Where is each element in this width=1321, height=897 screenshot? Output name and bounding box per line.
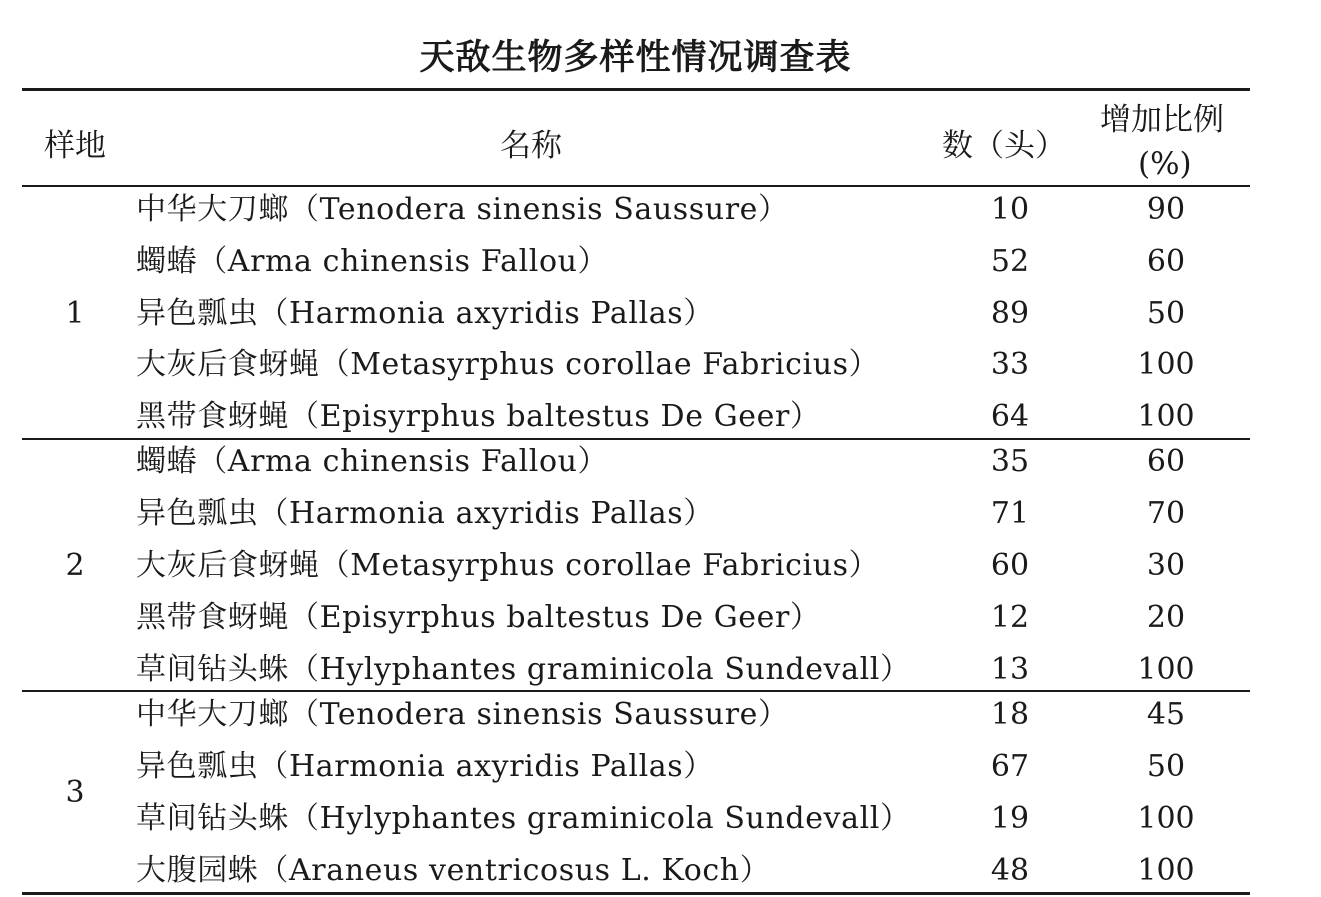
- count-cell: 64: [990, 399, 1030, 434]
- species-name: 大腹园蛛（Araneus ventricosus L. Koch）: [136, 853, 771, 888]
- header-count: 数（头）: [942, 128, 1066, 164]
- count-cell: 71: [990, 496, 1030, 531]
- count-cell: 60: [990, 548, 1030, 583]
- header-site: 样地: [44, 128, 106, 164]
- ratio-cell: 100: [1137, 853, 1195, 888]
- ratio-cell: 100: [1137, 347, 1195, 382]
- site-cell: 2: [65, 548, 85, 583]
- species-name: 中华大刀螂（Tenodera sinensis Saussure）: [136, 697, 789, 732]
- species-name: 大灰后食蚜蝇（Metasyrphus corollae Fabricius）: [136, 548, 880, 583]
- ratio-cell: 100: [1137, 801, 1195, 836]
- bottom-rule: [22, 892, 1250, 895]
- ratio-cell: 50: [1146, 749, 1186, 784]
- species-name: 蠋蝽（Arma chinensis Fallou）: [136, 244, 609, 279]
- top-rule: [22, 88, 1250, 91]
- site-cell: 1: [65, 296, 85, 331]
- species-name: 异色瓢虫（Harmonia axyridis Pallas）: [136, 496, 714, 531]
- species-name: 异色瓢虫（Harmonia axyridis Pallas）: [136, 749, 714, 784]
- count-cell: 18: [990, 697, 1030, 732]
- species-name: 草间钻头蛛（Hylyphantes graminicola Sundevall）: [136, 801, 911, 836]
- ratio-cell: 100: [1137, 652, 1195, 687]
- ratio-cell: 90: [1146, 192, 1186, 227]
- species-name: 黑带食蚜蝇（Episyrphus baltestus De Geer）: [136, 600, 821, 635]
- count-cell: 35: [990, 444, 1030, 479]
- species-name: 蠋蝽（Arma chinensis Fallou）: [136, 444, 609, 479]
- species-name: 异色瓢虫（Harmonia axyridis Pallas）: [136, 296, 714, 331]
- table-title: 天敌生物多样性情况调查表: [419, 38, 852, 78]
- count-cell: 33: [990, 347, 1030, 382]
- ratio-cell: 30: [1146, 548, 1186, 583]
- species-name: 中华大刀螂（Tenodera sinensis Saussure）: [136, 192, 789, 227]
- ratio-cell: 70: [1146, 496, 1186, 531]
- species-name: 草间钻头蛛（Hylyphantes graminicola Sundevall）: [136, 652, 911, 687]
- count-cell: 52: [990, 244, 1030, 279]
- header-ratio-unit: (%): [1138, 146, 1192, 182]
- count-cell: 19: [990, 801, 1030, 836]
- site-cell: 3: [65, 775, 85, 810]
- count-cell: 10: [990, 192, 1030, 227]
- count-cell: 13: [990, 652, 1030, 687]
- count-cell: 48: [990, 853, 1030, 888]
- count-cell: 12: [990, 600, 1030, 635]
- ratio-cell: 60: [1146, 244, 1186, 279]
- count-cell: 67: [990, 749, 1030, 784]
- species-name: 大灰后食蚜蝇（Metasyrphus corollae Fabricius）: [136, 347, 880, 382]
- ratio-cell: 100: [1137, 399, 1195, 434]
- ratio-cell: 50: [1146, 296, 1186, 331]
- header-ratio: 增加比例: [1100, 102, 1224, 138]
- ratio-cell: 20: [1146, 600, 1186, 635]
- header-name: 名称: [500, 128, 562, 164]
- count-cell: 89: [990, 296, 1030, 331]
- ratio-cell: 60: [1146, 444, 1186, 479]
- ratio-cell: 45: [1146, 697, 1186, 732]
- species-name: 黑带食蚜蝇（Episyrphus baltestus De Geer）: [136, 399, 821, 434]
